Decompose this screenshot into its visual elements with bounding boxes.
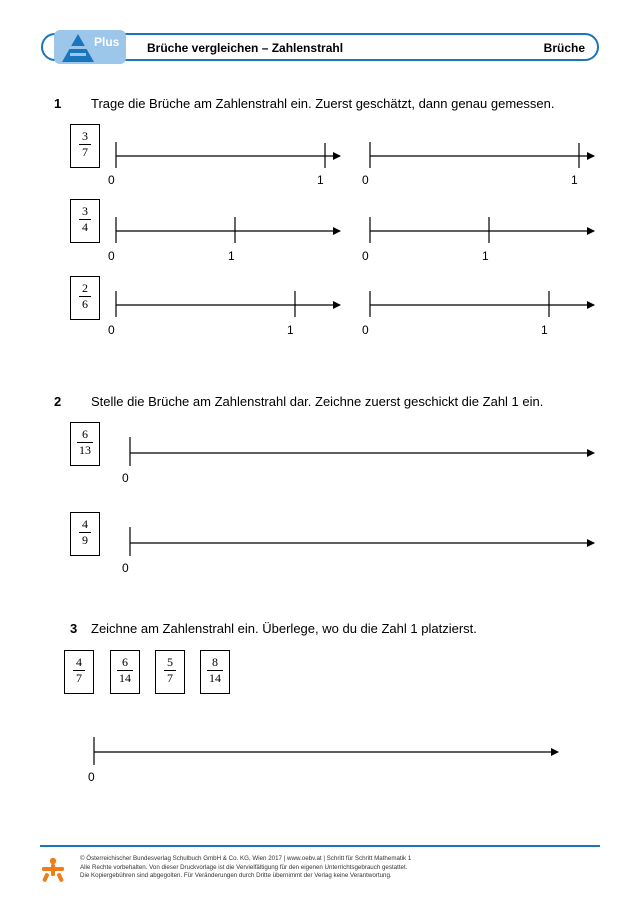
task-1-number: 1 — [54, 96, 62, 111]
fraction-box: 6 13 — [70, 422, 100, 466]
footer-line: © Österreichischer Bundesverlag Schulbuch GmbH & Co. KG, Wien 2017 | www.oebv.at | Schritt für Schritt Mathematik 1 — [80, 855, 412, 862]
axis-label-zero: 0 — [108, 323, 115, 337]
footer-text — [80, 855, 411, 881]
footer-line: Die Kopiergebühren sind abgegolten. Für Veränderungen durch Dritte übernimmt der Verlag keine Verantwortung. — [80, 872, 392, 879]
fraction-box: 4 7 — [64, 650, 94, 694]
axis-label-zero: 0 — [88, 770, 95, 784]
publisher-logo-icon — [40, 856, 66, 882]
axis-label-one: 1 — [541, 323, 548, 337]
fraction-box: 3 4 — [70, 199, 100, 243]
task-1-text: Trage die Brüche am Zahlenstrahl ein. Zuerst geschätzt, dann genau gemessen. — [91, 96, 555, 111]
axis-label-zero: 0 — [122, 471, 129, 485]
axis-label-zero: 0 — [122, 561, 129, 575]
fraction-box: 8 14 — [200, 650, 230, 694]
axis-label-zero: 0 — [362, 323, 369, 337]
task-2-number: 2 — [54, 394, 62, 409]
fraction-box: 6 14 — [110, 650, 140, 694]
fraction-box: 2 6 — [70, 276, 100, 320]
footer-rule — [40, 845, 600, 847]
axis-label-one: 1 — [317, 173, 324, 187]
footer-line: Alle Rechte vorbehalten. Von dieser Druckvorlage ist die Vervielfältigung für den eigenen Unterrichtsgebrauch gestattet. — [80, 863, 408, 871]
axis-label-zero: 0 — [108, 249, 115, 263]
axis-label-one: 1 — [228, 249, 235, 263]
axis-label-zero: 0 — [362, 249, 369, 263]
fraction-box: 3 7 — [70, 124, 100, 168]
task-2-text: Stelle die Brüche am Zahlenstrahl dar. Zeichne zuerst geschickt die Zahl 1 ein. — [91, 394, 544, 409]
axis-label-one: 1 — [287, 323, 294, 337]
task-3-text: Zeichne am Zahlenstrahl ein. Überlege, wo du die Zahl 1 platzierst. — [91, 621, 477, 636]
axis-label-zero: 0 — [108, 173, 115, 187]
fraction-box: 4 9 — [70, 512, 100, 556]
fraction-box: 5 7 — [155, 650, 185, 694]
axis-label-one: 1 — [571, 173, 578, 187]
page-category: Brüche — [543, 41, 585, 55]
axis-label-one: 1 — [482, 249, 489, 263]
task-3-number: 3 — [70, 621, 78, 636]
plus-badge-label: Plus — [94, 35, 120, 49]
axis-label-zero: 0 — [362, 173, 369, 187]
page-title: Brüche vergleichen – Zahlenstrahl — [147, 41, 344, 55]
